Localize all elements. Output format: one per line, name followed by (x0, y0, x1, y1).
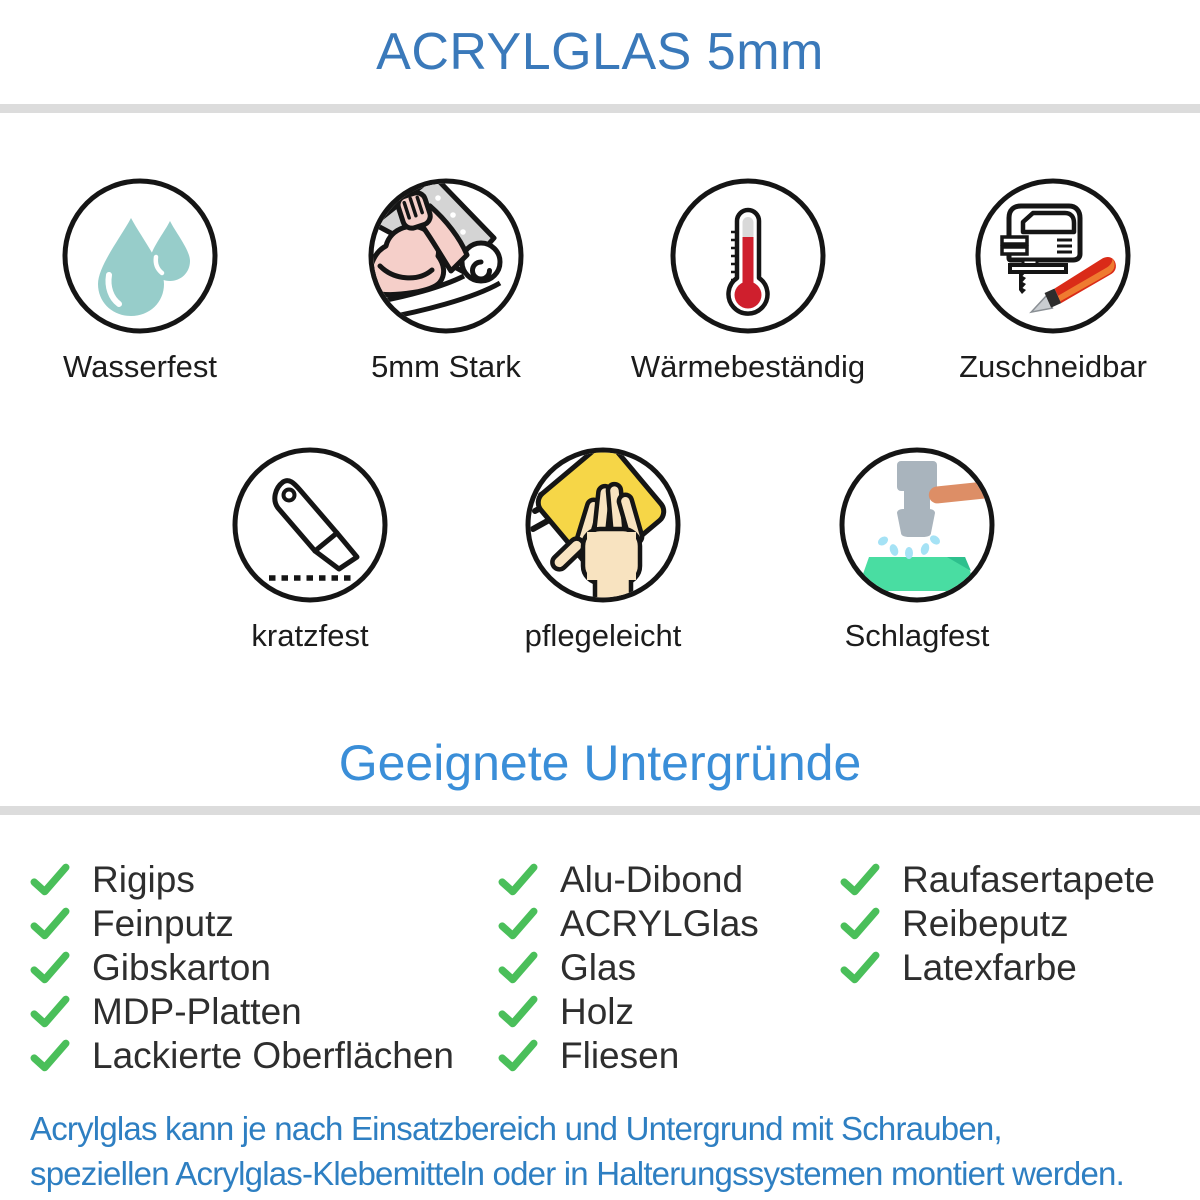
check-icon (840, 951, 880, 985)
substrate-label: Glas (560, 947, 637, 988)
section-title: Geeignete Untergründe (338, 735, 862, 791)
check-icon (30, 863, 70, 897)
check-icon (498, 863, 538, 897)
substrate-label: Fliesen (560, 1035, 680, 1076)
substrate-label: Lackierte Oberflächen (92, 1035, 454, 1076)
substrates-column-2 (498, 858, 759, 1078)
substrates-column-3 (840, 858, 1155, 990)
substrate-item (498, 946, 759, 990)
substrate-label: Latexfarbe (902, 947, 1077, 988)
feature-label: Schlagfest (844, 618, 990, 653)
substrate-label: MDP-Platten (92, 991, 302, 1032)
feature-label: pflegeleicht (524, 618, 682, 653)
substrate-label: Gibskarton (92, 947, 271, 988)
substrate-label: Raufasertapete (902, 859, 1156, 900)
substrate-item (498, 902, 759, 946)
hammer-icon (837, 445, 997, 605)
feature-zuschneidbar (933, 176, 1173, 385)
feature-label: Wasserfest (63, 349, 217, 384)
substrate-item (498, 858, 759, 902)
substrate-item (498, 990, 759, 1034)
feature-label: 5mm Stark (371, 349, 521, 384)
feature-pflegeleicht (483, 445, 723, 654)
thermometer-icon (668, 176, 828, 336)
check-icon (30, 951, 70, 985)
check-icon (498, 995, 538, 1029)
feature-kratzfest (190, 445, 430, 654)
water-drops-icon (60, 176, 220, 336)
feature-wasserfest (20, 176, 260, 385)
substrates-column-1 (30, 858, 454, 1078)
mounting-note-line2: speziellen Acrylglas-Klebemitteln oder in Halterungssystemen montiert werden. (30, 1155, 1124, 1192)
check-icon (498, 1039, 538, 1073)
substrate-item (840, 902, 1155, 946)
substrate-item (30, 990, 454, 1034)
check-icon (498, 907, 538, 941)
feature-label: Wärmebeständig (630, 349, 866, 384)
check-icon (840, 907, 880, 941)
substrate-label: Rigips (92, 859, 195, 900)
check-icon (30, 907, 70, 941)
substrate-label: Alu-Dibond (560, 859, 744, 900)
jigsaw-knife-icon (973, 176, 1133, 336)
feature-5mm-stark (326, 176, 566, 385)
substrate-label: Holz (560, 991, 635, 1032)
feature-label: kratzfest (251, 618, 369, 653)
substrate-item (498, 1034, 759, 1078)
substrate-item (30, 858, 454, 902)
mounting-note-line1: Acrylglas kann je nach Einsatzbereich und Untergrund mit Schrauben, (30, 1110, 1002, 1147)
substrate-item (840, 946, 1155, 990)
hand-cloth-icon (523, 445, 683, 605)
substrate-label: ACRYLGlas (560, 903, 759, 944)
check-icon (498, 951, 538, 985)
substrate-item (30, 946, 454, 990)
substrate-item (30, 1034, 454, 1078)
divider-section (0, 806, 1200, 815)
utility-knife-icon (230, 445, 390, 605)
page-title: ACRYLGLAS 5mm (376, 23, 824, 81)
substrate-item (30, 902, 454, 946)
feature-label: Zuschneidbar (959, 349, 1147, 384)
check-icon (840, 863, 880, 897)
flexed-arm-icon (366, 176, 526, 336)
feature-schlagfest (797, 445, 1037, 654)
divider-top (0, 104, 1200, 113)
feature-waermebestaendig (598, 176, 898, 385)
substrate-item (840, 858, 1155, 902)
substrate-label: Feinputz (92, 903, 234, 944)
mounting-note (30, 1106, 1124, 1196)
check-icon (30, 995, 70, 1029)
substrate-label: Reibeputz (902, 903, 1069, 944)
check-icon (30, 1039, 70, 1073)
